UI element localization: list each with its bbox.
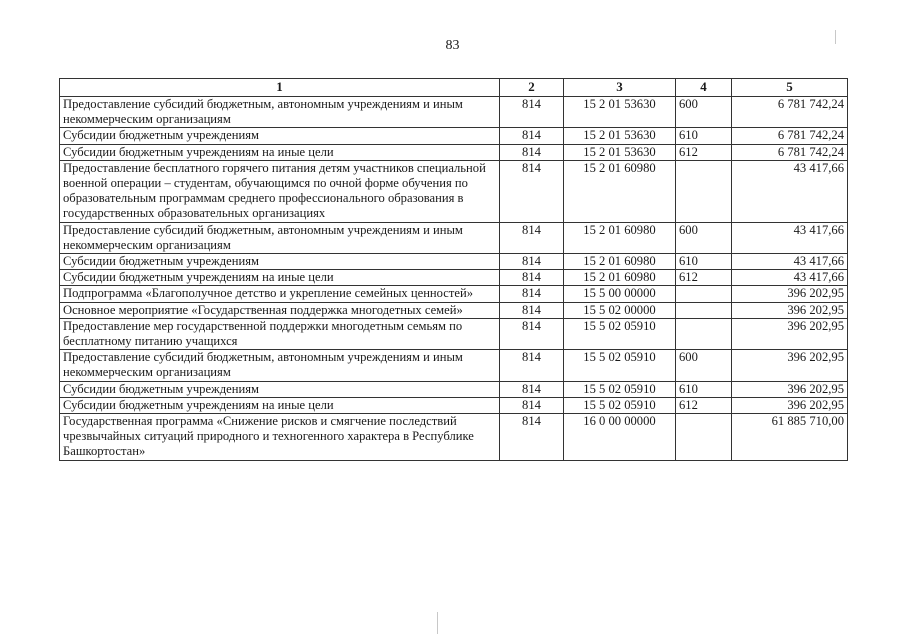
table-row: [60, 350, 848, 381]
table-row: [60, 381, 848, 397]
row-code: 15 5 00 00000: [564, 286, 676, 302]
row-expense-type: [676, 160, 732, 222]
header-row: [60, 79, 848, 97]
row-name: Предоставление мер государственной поддержки многодетным семьям по бесплатному питанию учащихся: [60, 318, 500, 349]
row-expense-type: [676, 318, 732, 349]
row-sum: 396 202,95: [732, 318, 848, 349]
row-sum: 396 202,95: [732, 397, 848, 413]
table-row: [60, 160, 848, 222]
budget-table: [59, 78, 848, 461]
table-row: [60, 254, 848, 270]
row-code: 15 2 01 53630: [564, 144, 676, 160]
row-expense-type: 600: [676, 97, 732, 128]
scan-mark: [835, 30, 836, 44]
row-expense-type: [676, 414, 732, 461]
row-sum: 43 417,66: [732, 160, 848, 222]
row-expense-type: 612: [676, 144, 732, 160]
row-code: 15 2 01 60980: [564, 254, 676, 270]
table-row: [60, 286, 848, 302]
row-expense-type: 612: [676, 397, 732, 413]
row-expense-type: [676, 302, 732, 318]
row-ministry: 814: [500, 302, 564, 318]
row-sum: 396 202,95: [732, 381, 848, 397]
row-sum: 61 885 710,00: [732, 414, 848, 461]
header-col-expense-type: 4: [676, 79, 732, 97]
row-ministry: 814: [500, 97, 564, 128]
row-ministry: 814: [500, 160, 564, 222]
row-expense-type: 612: [676, 270, 732, 286]
row-name: Подпрограмма «Благополучное детство и укрепление семейных ценностей»: [60, 286, 500, 302]
row-code: 15 2 01 60980: [564, 160, 676, 222]
header-col-code: 3: [564, 79, 676, 97]
row-name: Субсидии бюджетным учреждениям: [60, 128, 500, 144]
row-name: Государственная программа «Снижение рисков и смягчение последствий чрезвычайных ситуаций природного и техногенного характера в Республике Башкортостан»: [60, 414, 500, 461]
page-number: 83: [445, 38, 460, 53]
row-sum: 6 781 742,24: [732, 128, 848, 144]
row-ministry: 814: [500, 128, 564, 144]
table-row: [60, 318, 848, 349]
row-name: Субсидии бюджетным учреждениям: [60, 381, 500, 397]
table-header: [60, 79, 848, 97]
row-name: Предоставление субсидий бюджетным, автономным учреждениям и иным некоммерческим организациям: [60, 350, 500, 381]
table-row: [60, 302, 848, 318]
row-ministry: 814: [500, 350, 564, 381]
header-col-ministry: 2: [500, 79, 564, 97]
row-expense-type: 600: [676, 222, 732, 253]
row-ministry: 814: [500, 222, 564, 253]
table-row: [60, 144, 848, 160]
row-code: 15 2 01 53630: [564, 97, 676, 128]
row-code: 15 5 02 05910: [564, 397, 676, 413]
row-expense-type: [676, 286, 732, 302]
row-ministry: 814: [500, 318, 564, 349]
row-sum: 6 781 742,24: [732, 97, 848, 128]
row-code: 15 2 01 60980: [564, 222, 676, 253]
row-code: 15 2 01 53630: [564, 128, 676, 144]
row-code: 15 5 02 05910: [564, 381, 676, 397]
row-name: Субсидии бюджетным учреждениям на иные цели: [60, 270, 500, 286]
table-row: [60, 128, 848, 144]
row-name: Субсидии бюджетным учреждениям на иные цели: [60, 144, 500, 160]
table-row: [60, 270, 848, 286]
row-name: Предоставление бесплатного горячего питания детям участников специальной военной операции – студентам, обучающимся по очной форме обучения по образовательным программам среднего профессионального образования в государственных образовательных организациях: [60, 160, 500, 222]
table-row: [60, 397, 848, 413]
row-expense-type: 610: [676, 128, 732, 144]
row-name: Предоставление субсидий бюджетным, автономным учреждениям и иным некоммерческим организациям: [60, 222, 500, 253]
row-ministry: 814: [500, 414, 564, 461]
row-name: Предоставление субсидий бюджетным, автономным учреждениям и иным некоммерческим организациям: [60, 97, 500, 128]
row-sum: 43 417,66: [732, 270, 848, 286]
row-expense-type: 610: [676, 381, 732, 397]
row-expense-type: 600: [676, 350, 732, 381]
row-code: 15 5 02 05910: [564, 318, 676, 349]
scan-mark: [437, 612, 438, 634]
row-sum: 43 417,66: [732, 254, 848, 270]
row-code: 15 5 02 00000: [564, 302, 676, 318]
row-name: Субсидии бюджетным учреждениям: [60, 254, 500, 270]
header-col-sum: 5: [732, 79, 848, 97]
row-sum: 396 202,95: [732, 350, 848, 381]
row-expense-type: 610: [676, 254, 732, 270]
row-ministry: 814: [500, 254, 564, 270]
header-col-name: 1: [60, 79, 500, 97]
table-body: [60, 97, 848, 461]
row-name: Субсидии бюджетным учреждениям на иные цели: [60, 397, 500, 413]
row-ministry: 814: [500, 381, 564, 397]
row-code: 15 5 02 05910: [564, 350, 676, 381]
row-ministry: 814: [500, 286, 564, 302]
table-row: [60, 97, 848, 128]
row-name: Основное мероприятие «Государственная поддержка многодетных семей»: [60, 302, 500, 318]
row-sum: 6 781 742,24: [732, 144, 848, 160]
table-row: [60, 414, 848, 461]
row-sum: 43 417,66: [732, 222, 848, 253]
row-sum: 396 202,95: [732, 302, 848, 318]
row-code: 15 2 01 60980: [564, 270, 676, 286]
row-ministry: 814: [500, 397, 564, 413]
row-code: 16 0 00 00000: [564, 414, 676, 461]
row-ministry: 814: [500, 270, 564, 286]
table-row: [60, 222, 848, 253]
row-ministry: 814: [500, 144, 564, 160]
row-sum: 396 202,95: [732, 286, 848, 302]
